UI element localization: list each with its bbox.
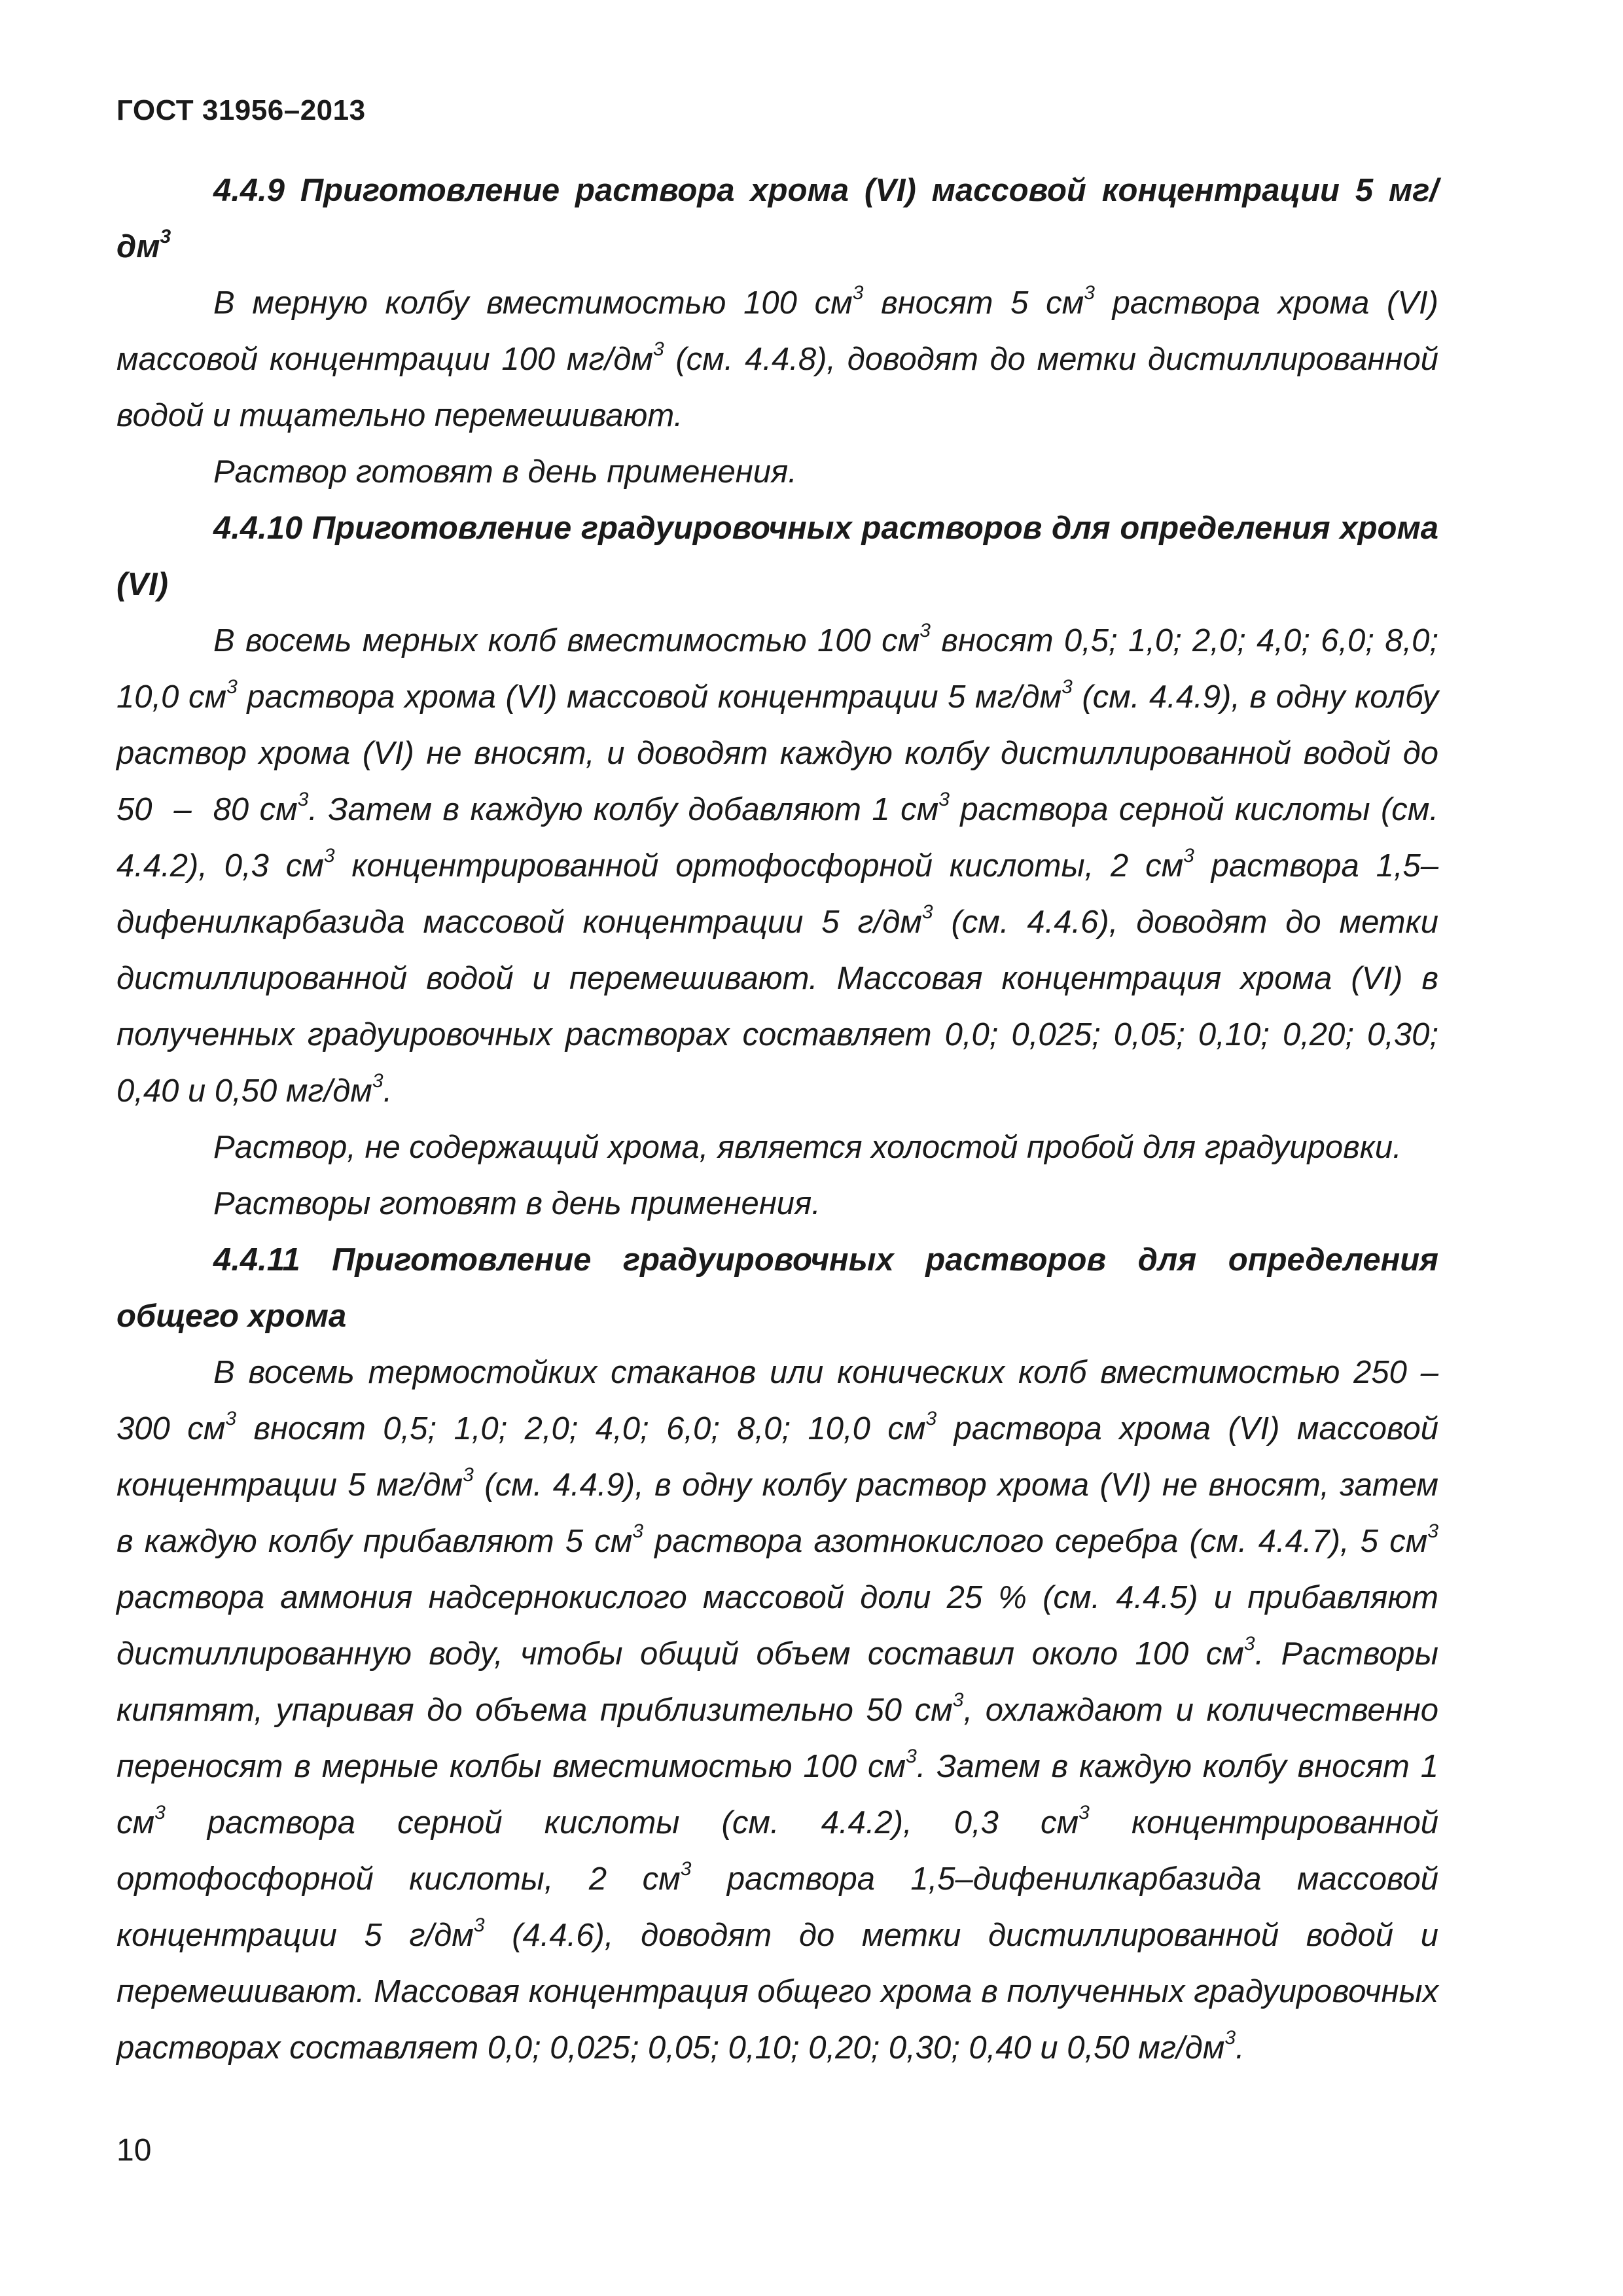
section-heading-4-4-10: 4.4.10 Приготовление градуировочных растворов для определения хрома (VI) bbox=[116, 511, 1438, 602]
superscript: 3 bbox=[952, 1689, 964, 1711]
superscript: 3 bbox=[852, 282, 864, 304]
text-run: , охлаждают и количественно переносят в мерные колбы вместимостью 100 см bbox=[116, 1693, 1438, 1784]
superscript: 3 bbox=[919, 620, 931, 641]
text-run: В мерную колбу вместимостью 100 см bbox=[213, 285, 853, 321]
superscript: 3 bbox=[297, 789, 309, 810]
superscript: 3 bbox=[925, 1408, 937, 1429]
superscript: 3 bbox=[680, 1858, 692, 1880]
text-run: . bbox=[1236, 2030, 1245, 2066]
text-run: . bbox=[383, 1073, 393, 1109]
text-run: (4.4.6), доводят до метки дистиллированной водой и перемешивают. Массовая концентрация общего хрома в полученных градуировочных растворах составляет 0,0; 0,025; 0,05; 0,10; 0,20; 0,30; 0,40 и 0,50 мг/дм bbox=[116, 1918, 1438, 2066]
superscript: 3 bbox=[1183, 845, 1194, 867]
superscript: 3 bbox=[463, 1464, 474, 1486]
paragraph-4-4-10-note: Растворы готовят в день применения. bbox=[213, 1186, 821, 1221]
superscript: 3 bbox=[1224, 2027, 1236, 2049]
text-run: (см. 4.4.9), в одну колбу раствор хрома (VI) не вносят, затем в каждую колбу прибавляют 5 см bbox=[116, 1467, 1439, 1559]
text-run: раствора серной кислоты (см. 4.4.2), 0,3 см bbox=[165, 1805, 1079, 1840]
text-run: раствора серной кислоты (см. 4.4.2), 0,3 см bbox=[116, 792, 1439, 884]
superscript: 3 bbox=[652, 338, 664, 360]
text-run: В восемь мерных колб вместимостью 100 см bbox=[213, 623, 920, 658]
text-run: раствора аммония надсернокислого массовой доли 25 % (см. 4.4.5) и прибавляют дистиллированную воду, чтобы общий объем составил около 100 см bbox=[116, 1580, 1438, 1672]
superscript: 3 bbox=[372, 1070, 383, 1092]
text-run: раствора 1,5–дифенилкарбазида массовой концентрации 5 г/дм bbox=[116, 1861, 1438, 1953]
superscript: 3 bbox=[225, 1408, 237, 1429]
heading-text: 4.4.9 Приготовление раствора хрома (VI) массовой концентрации 5 мг/дм bbox=[116, 173, 1438, 264]
section-heading-4-4-9 bbox=[116, 162, 1438, 275]
superscript: 3 bbox=[632, 1520, 644, 1542]
superscript: 3 bbox=[1243, 1633, 1255, 1655]
text-run: . Затем в каждую колбу вносят 1 см bbox=[116, 1749, 1438, 1840]
text-run: раствора 1,5– дифенилкарбазида массовой концентрации 5 г/дм bbox=[116, 848, 1439, 940]
superscript: 3 bbox=[921, 901, 933, 923]
paragraph-4-4-11-procedure bbox=[116, 1344, 1438, 2076]
superscript: 3 bbox=[938, 789, 950, 810]
superscript: 3 bbox=[154, 1802, 166, 1823]
superscript: 3 bbox=[160, 226, 171, 247]
superscript: 3 bbox=[323, 845, 335, 867]
text-run: раствора азотнокислого серебра (см. 4.4.7), 5 см bbox=[643, 1524, 1428, 1559]
paragraph-4-4-10-procedure bbox=[116, 613, 1438, 1119]
paragraph-4-4-10-blank: Раствор, не содержащий хрома, является холостой пробой для градуировки. bbox=[213, 1130, 1402, 1165]
paragraph-4-4-9-note: Раствор готовят в день применения. bbox=[213, 454, 797, 490]
paragraph-4-4-9-procedure bbox=[116, 275, 1438, 444]
text-run: (см. 4.4.8), доводят до метки дистиллированной водой и тщательно перемешивают. bbox=[116, 342, 1438, 433]
text-run: (см. 4.4.9), в одну колбу раствор хрома (VI) не вносят, и доводят каждую колбу дистиллированной водой до 50 – 80 см bbox=[116, 679, 1439, 827]
text-run: вносят 5 см bbox=[863, 285, 1084, 321]
text-run: концентрированной ортофосфорной кислоты, 2 см bbox=[334, 848, 1184, 884]
text-run: вносят 0,5; 1,0; 2,0; 4,0; 6,0; 8,0; 10,0 см bbox=[116, 623, 1438, 715]
text-run: . Растворы кипятят, упаривая до объема приблизительно 50 см bbox=[116, 1636, 1438, 1728]
text-run: раствора хрома (VI) массовой концентрации 100 мг/дм bbox=[116, 285, 1438, 377]
text-run: . Затем в каждую колбу добавляют 1 см bbox=[308, 792, 939, 827]
section-heading-4-4-11: 4.4.11 Приготовление градуировочных растворов для определения общего хрома bbox=[116, 1242, 1438, 1334]
text-run: вносят 0,5; 1,0; 2,0; 4,0; 6,0; 8,0; 10,0 см bbox=[236, 1411, 926, 1446]
superscript: 3 bbox=[1061, 676, 1073, 698]
superscript: 3 bbox=[1084, 282, 1095, 304]
text-run: раствора хрома (VI) массовой концентрации 5 мг/дм bbox=[116, 1411, 1439, 1503]
text-run: раствора хрома (VI) массовой концентрации 5 мг/дм bbox=[237, 679, 1062, 715]
document-body bbox=[116, 162, 1438, 2076]
superscript: 3 bbox=[906, 1746, 917, 1767]
text-run: концентрированной ортофосфорной кислоты, 2 см bbox=[116, 1805, 1438, 1897]
superscript: 3 bbox=[473, 1914, 485, 1936]
text-run: (см. 4.4.6), доводят до метки дистиллированной водой и перемешивают. Массовая концентрация хрома (VI) в полученных градуировочных растворах составляет 0,0; 0,025; 0,05; 0,10; 0,20; 0,30; 0,40 и 0,50 мг/дм bbox=[116, 905, 1438, 1109]
text-run: В восемь термостойких стаканов или конических колб вместимостью 250 – 300 см bbox=[116, 1355, 1438, 1446]
document-code: ГОСТ 31956–2013 bbox=[116, 94, 366, 126]
superscript: 3 bbox=[1079, 1802, 1090, 1823]
superscript: 3 bbox=[1427, 1520, 1438, 1542]
superscript: 3 bbox=[226, 676, 238, 698]
page-number: 10 bbox=[116, 2133, 152, 2168]
